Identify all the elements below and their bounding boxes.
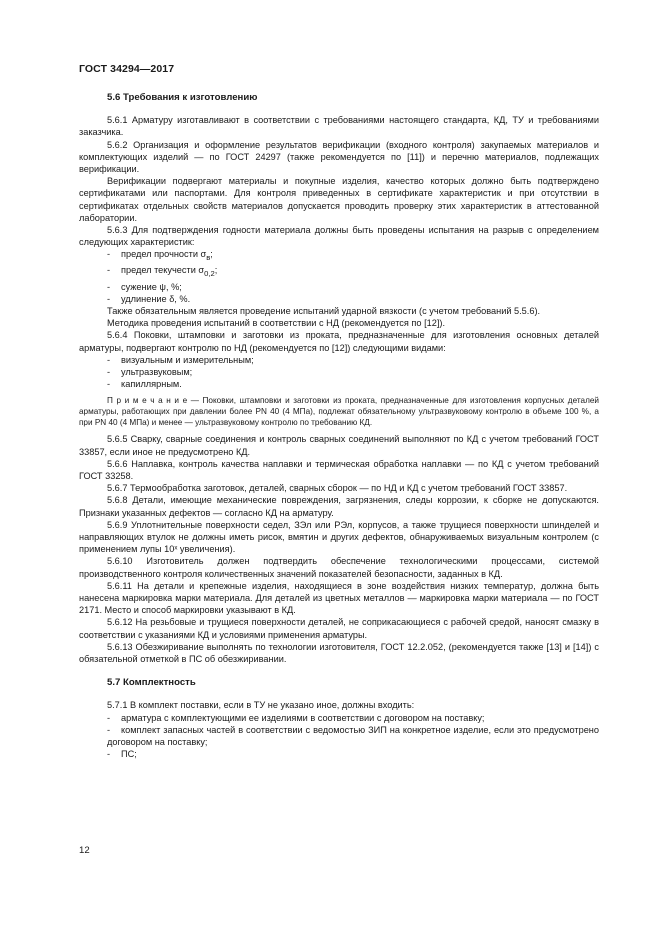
- paragraph-5-6-3: 5.6.3 Для подтверждения годности материала должны быть проведены испытания на разрыв с определением следующих характеристик:: [79, 225, 599, 248]
- paragraph-verification: Верификации подвергают материалы и покупные изделия, качество которых должно быть подтверждено сертификатами или паспортами. Для контроля приведенных в сертификате характеристик и при отсутствии в сертификатах отдельных свойств материалов допускается проводить проверку этих характеристик в аттестованной лаборатории.: [79, 176, 599, 223]
- paragraph-method: Методика проведения испытаний в соответствии с НД (рекомендуется по [12]).: [107, 318, 446, 329]
- paragraph-5-6-5: 5.6.5 Сварку, сварные соединения и контроль сварных соединений выполняют по КД с учетом требований ГОСТ 33857, если иное не предусмотрено КД.: [79, 434, 599, 457]
- page-content: [79, 92, 599, 760]
- paragraph-5-6-7: 5.6.7 Термообработка заготовок, деталей, сварных сборок — по НД и КД с учетом требований ГОСТ 33857.: [107, 483, 568, 494]
- section-heading-5-6: 5.6 Требования к изготовлению: [107, 92, 258, 103]
- paragraph-5-6-4: 5.6.4 Поковки, штамповки и заготовки из проката, предназначенные для изготовления основных деталей арматуры, подвергают контролю по НД (рекомендуется по [12]) следующими видами:: [79, 330, 599, 353]
- paragraph-5-6-6: 5.6.6 Наплавка, контроль качества наплавки и термическая обработка наплавки — по КД с учетом требований ГОСТ 33258.: [79, 458, 599, 481]
- list-item: - удлинение δ, %.: [107, 293, 191, 304]
- list-item: - сужение ψ, %;: [107, 281, 182, 292]
- list-item: - комплект запасных частей в соответствии с ведомостью ЗИП на конкретное изделие, если это предусмотрено договором на поставку;: [107, 724, 599, 747]
- paragraph-5-6-13: 5.6.13 Обезжиривание выполнять по технологии изготовителя, ГОСТ 12.2.052, (рекомендуется также [13] и [14]) с обязательной отметкой в ПС об обезжиривании.: [79, 641, 599, 664]
- paragraph-impact-test: Также обязательным является проведение испытаний ударной вязкости (с учетом требований 5.5.6).: [107, 305, 541, 316]
- list-item: - предел прочности $\sigma_в$;: [107, 249, 213, 263]
- list-item: - предел текучести $\sigma_{0,2}$;: [107, 265, 218, 279]
- section-heading-5-7: 5.7 Комплектность: [107, 677, 196, 689]
- list-item: - визуальным и измерительным;: [107, 354, 254, 365]
- paragraph-5-7-1: 5.7.1 В комплект поставки, если в ТУ не указано иное, должны входить:: [107, 700, 415, 711]
- paragraph-5-6-12: 5.6.12 На резьбовые и трущиеся поверхности деталей, не соприкасающиеся с рабочей средой, наносят смазку в соответствии с указаниями КД и условиями применения арматуры.: [79, 617, 599, 640]
- note-text: — Поковки, штамповки и заготовки из проката, предназначенные для изготовления корпусных деталей арматуры, работающих при давлении более PN 40 (4 МПа), подлежат обязательному ультразвуковому контролю в объеме 100 %, а при PN 40 (4 МПа) и менее — ультразвуковому контролю по требованию КД.: [79, 396, 599, 428]
- paragraph-5-6-9: 5.6.9 Уплотнительные поверхности седел, ЗЭл или РЭл, корпусов, а также трущиеся поверхности шпинделей и направляющих втулок не должны иметь рисок, вмятин и других дефектов, обнаруживаемых визуальным контролем (с применением лупы 10ˣ увеличения).: [79, 519, 599, 555]
- page-number: 12: [79, 845, 90, 856]
- paragraph-5-6-2: 5.6.2 Организация и оформление результатов верификации (входного контроля) закупаемых материалов и комплектующих изделий — по ГОСТ 24297 (также рекомендуется по [11]) и перечню материалов, подлежащих верификации.: [79, 139, 599, 175]
- list-item: - капиллярным.: [107, 379, 182, 390]
- list-item: - арматура с комплектующими ее изделиями в соответствии с договором на поставку;: [107, 712, 485, 723]
- paragraph-5-6-1: 5.6.1 Арматуру изготавливают в соответствии с требованиями настоящего стандарта, КД, ТУ и требованиями заказчика.: [79, 115, 599, 138]
- list-item: - ультразвуковым;: [107, 366, 193, 377]
- list-item: - ПС;: [107, 749, 137, 760]
- paragraph-5-6-8: 5.6.8 Детали, имеющие механические повреждения, загрязнения, следы коррозии, к сборке не допускаются. Признаки указанных дефектов — согласно КД на арматуру.: [79, 495, 599, 518]
- paragraph-5-6-10: 5.6.10 Изготовитель должен подтвердить обеспечение технологическими процессами, системой производственного контроля количественных значений показателей безопасности, заданных в КД.: [79, 556, 599, 579]
- note-label: П р и м е ч а н и е: [107, 396, 188, 406]
- document-header: ГОСТ 34294—2017: [79, 63, 175, 75]
- paragraph-5-6-11: 5.6.11 На детали и крепежные изделия, находящиеся в зоне воздействия низких температур, должна быть нанесена маркировка марки материала. Для деталей из цветных металлов — маркировка марки материала — по ГОСТ 2171. Место и способ маркировки указывают в КД.: [79, 580, 599, 616]
- note: [79, 395, 599, 428]
